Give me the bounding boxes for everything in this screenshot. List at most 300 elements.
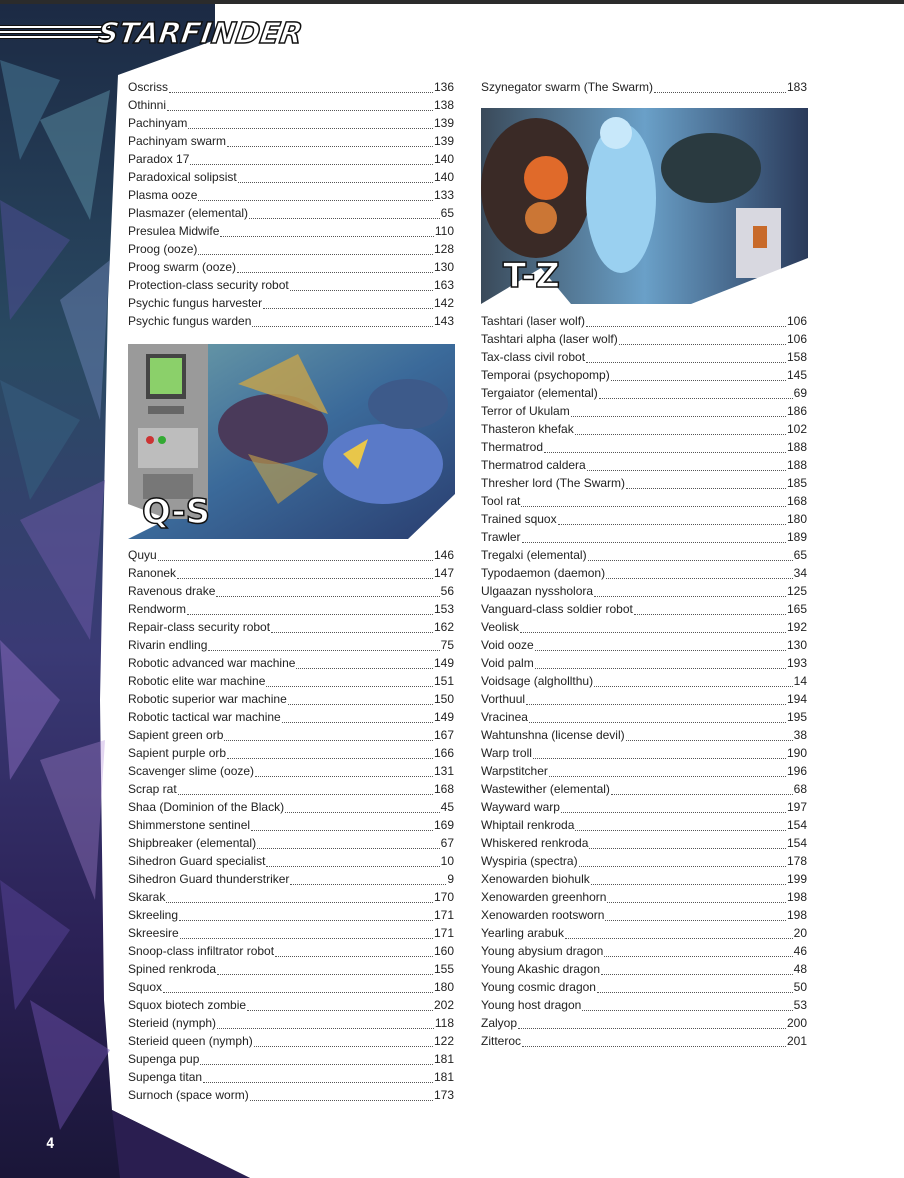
dot-leader xyxy=(238,182,433,183)
entry-name: Skreeling xyxy=(128,908,179,922)
dot-leader xyxy=(544,452,786,453)
entry-name: Skarak xyxy=(128,890,166,904)
dot-leader xyxy=(208,650,439,651)
entry-name: Wastewither (elemental) xyxy=(481,782,610,796)
index-entry xyxy=(128,1088,454,1106)
entry-page-number: 180 xyxy=(786,512,807,526)
entry-name: Young Akashic dragon xyxy=(481,962,600,976)
entry-name: Warpstitcher xyxy=(481,764,548,778)
entry-page-number: 142 xyxy=(433,296,454,310)
entry-page-number: 195 xyxy=(786,710,807,724)
index-entry xyxy=(128,278,454,296)
index-entry xyxy=(128,1070,454,1088)
entry-page-number: 106 xyxy=(786,332,807,346)
entry-name: Veolisk xyxy=(481,620,520,634)
index-column-1-bottom xyxy=(128,548,454,1106)
index-entry xyxy=(128,98,454,116)
entry-name: Scavenger slime (ooze) xyxy=(128,764,255,778)
entry-name: Plasmazer (elemental) xyxy=(128,206,249,220)
index-entry xyxy=(481,386,807,404)
entry-page-number: 192 xyxy=(786,620,807,634)
index-entry xyxy=(128,260,454,278)
entry-page-number: 181 xyxy=(433,1052,454,1066)
entry-page-number: 151 xyxy=(433,674,454,688)
entry-page-number: 67 xyxy=(440,836,454,850)
index-entry xyxy=(481,620,807,638)
entry-name: Xenowarden biohulk xyxy=(481,872,590,886)
entry-name: Rendworm xyxy=(128,602,187,616)
entry-page-number: 65 xyxy=(793,548,807,562)
section-art-q-s xyxy=(128,344,455,539)
index-entry xyxy=(481,890,807,908)
entry-page-number: 154 xyxy=(786,836,807,850)
index-entry xyxy=(481,350,807,368)
entry-name: Squox xyxy=(128,980,163,994)
entry-name: Sterieid queen (nymph) xyxy=(128,1034,253,1048)
entry-name: Skreesire xyxy=(128,926,179,940)
index-entry xyxy=(481,764,807,782)
dot-leader xyxy=(518,1028,786,1029)
dot-leader xyxy=(597,992,793,993)
index-entry xyxy=(128,710,454,728)
index-entry xyxy=(481,710,807,728)
entry-name: Wahtunshna (license devil) xyxy=(481,728,625,742)
index-column-2-top xyxy=(481,80,807,98)
index-entry xyxy=(128,80,454,98)
dot-leader xyxy=(285,812,440,813)
entry-page-number: 165 xyxy=(786,602,807,616)
entry-name: Sihedron Guard specialist xyxy=(128,854,266,868)
entry-page-number: 198 xyxy=(786,890,807,904)
index-entry xyxy=(481,1016,807,1034)
index-entry xyxy=(481,368,807,386)
dot-leader xyxy=(634,614,786,615)
dot-leader xyxy=(589,848,786,849)
index-column-2-bottom xyxy=(481,314,807,1052)
entry-page-number: 46 xyxy=(793,944,807,958)
entry-page-number: 139 xyxy=(433,116,454,130)
entry-page-number: 153 xyxy=(433,602,454,616)
dot-leader xyxy=(254,1046,433,1047)
entry-name: Young cosmic dragon xyxy=(481,980,596,994)
dot-leader xyxy=(188,128,433,129)
index-entry xyxy=(481,530,807,548)
dot-leader xyxy=(575,434,786,435)
entry-page-number: 198 xyxy=(786,908,807,922)
entry-page-number: 150 xyxy=(433,692,454,706)
dot-leader xyxy=(255,776,433,777)
entry-page-number: 201 xyxy=(786,1034,807,1048)
entry-name: Supenga titan xyxy=(128,1070,203,1084)
index-entry xyxy=(128,1016,454,1034)
index-entry xyxy=(128,782,454,800)
entry-name: Whiptail renkroda xyxy=(481,818,575,832)
entry-page-number: 188 xyxy=(786,458,807,472)
brand-wordmark: STARFINDER xyxy=(95,16,305,50)
page-number: 4 xyxy=(46,1136,55,1152)
entry-name: Xenowarden rootsworn xyxy=(481,908,605,922)
index-entry xyxy=(128,764,454,782)
entry-name: Tool rat xyxy=(481,494,521,508)
entry-page-number: 106 xyxy=(786,314,807,328)
dot-leader xyxy=(216,596,439,597)
dot-leader xyxy=(535,668,786,669)
entry-page-number: 20 xyxy=(793,926,807,940)
entry-name: Void palm xyxy=(481,656,534,670)
index-entry xyxy=(481,926,807,944)
entry-name: Vracinea xyxy=(481,710,528,724)
section-label-t-z: T-Z xyxy=(503,256,560,296)
starfinder-logo xyxy=(0,14,320,54)
index-entry xyxy=(481,422,807,440)
entry-page-number: 50 xyxy=(793,980,807,994)
entry-name: Zalyop xyxy=(481,1016,518,1030)
entry-name: Sterieid (nymph) xyxy=(128,1016,217,1030)
index-entry xyxy=(481,944,807,962)
index-entry xyxy=(481,548,807,566)
entry-page-number: 143 xyxy=(433,314,454,328)
index-entry xyxy=(128,566,454,584)
dot-leader xyxy=(586,362,786,363)
dot-leader xyxy=(166,902,433,903)
index-entry xyxy=(481,818,807,836)
entry-page-number: 145 xyxy=(786,368,807,382)
entry-name: Sapient green orb xyxy=(128,728,224,742)
dot-leader xyxy=(582,1010,792,1011)
dot-leader xyxy=(565,938,793,939)
entry-name: Othinni xyxy=(128,98,167,112)
entry-page-number: 9 xyxy=(447,872,454,886)
dot-leader xyxy=(626,488,786,489)
entry-page-number: 166 xyxy=(433,746,454,760)
dot-leader xyxy=(654,92,786,93)
dot-leader xyxy=(275,956,433,957)
dot-leader xyxy=(198,254,433,255)
entry-page-number: 154 xyxy=(786,818,807,832)
dot-leader xyxy=(296,668,433,669)
dot-leader xyxy=(575,830,786,831)
index-entry xyxy=(481,674,807,692)
index-entry xyxy=(128,134,454,152)
index-entry xyxy=(128,188,454,206)
dot-leader xyxy=(586,326,786,327)
dot-leader xyxy=(561,812,786,813)
dot-leader xyxy=(198,200,433,201)
entry-page-number: 130 xyxy=(786,638,807,652)
dot-leader xyxy=(290,884,446,885)
dot-leader xyxy=(599,398,793,399)
entry-page-number: 170 xyxy=(433,890,454,904)
dot-leader xyxy=(604,956,792,957)
entry-name: Paradox 17 xyxy=(128,152,190,166)
entry-page-number: 45 xyxy=(440,800,454,814)
index-entry xyxy=(481,458,807,476)
dot-leader xyxy=(594,686,793,687)
entry-name: Scrap rat xyxy=(128,782,177,796)
index-entry xyxy=(481,80,807,98)
entry-name: Temporai (psychopomp) xyxy=(481,368,610,382)
entry-page-number: 171 xyxy=(433,908,454,922)
index-entry xyxy=(481,800,807,818)
entry-name: Psychic fungus harvester xyxy=(128,296,263,310)
entry-page-number: 139 xyxy=(433,134,454,148)
dot-leader xyxy=(250,1100,433,1101)
dot-leader xyxy=(626,740,793,741)
index-entry xyxy=(481,656,807,674)
index-entry xyxy=(128,638,454,656)
index-entry xyxy=(128,746,454,764)
index-entry xyxy=(481,476,807,494)
dot-leader xyxy=(601,974,793,975)
index-entry xyxy=(128,872,454,890)
entry-name: Squox biotech zombie xyxy=(128,998,247,1012)
entry-page-number: 125 xyxy=(786,584,807,598)
entry-name: Wyspiria (spectra) xyxy=(481,854,578,868)
index-entry xyxy=(481,854,807,872)
index-entry xyxy=(128,926,454,944)
entry-page-number: 38 xyxy=(793,728,807,742)
entry-page-number: 68 xyxy=(793,782,807,796)
entry-name: Robotic tactical war machine xyxy=(128,710,281,724)
dot-leader xyxy=(619,344,786,345)
entry-page-number: 69 xyxy=(793,386,807,400)
entry-name: Sapient purple orb xyxy=(128,746,227,760)
entry-name: Warp troll xyxy=(481,746,532,760)
dot-leader xyxy=(290,290,433,291)
index-entry xyxy=(128,206,454,224)
dot-leader xyxy=(521,506,786,507)
entry-page-number: 10 xyxy=(440,854,454,868)
dot-leader xyxy=(611,794,793,795)
dot-leader xyxy=(579,866,786,867)
entry-page-number: 183 xyxy=(786,80,807,94)
dot-leader xyxy=(588,560,793,561)
entry-name: Trained squox xyxy=(481,512,557,526)
index-column-1-top xyxy=(128,80,454,332)
entry-name: Pachinyam xyxy=(128,116,188,130)
entry-page-number: 53 xyxy=(793,998,807,1012)
entry-name: Shaa (Dominion of the Black) xyxy=(128,800,285,814)
entry-page-number: 155 xyxy=(433,962,454,976)
dot-leader xyxy=(252,326,433,327)
entry-name: Tergaiator (elemental) xyxy=(481,386,598,400)
index-entry xyxy=(481,332,807,350)
entry-page-number: 34 xyxy=(793,566,807,580)
index-entry xyxy=(128,854,454,872)
entry-name: Ranonek xyxy=(128,566,177,580)
index-entry xyxy=(128,584,454,602)
index-entry xyxy=(481,962,807,980)
dot-leader xyxy=(535,650,786,651)
entry-name: Szynegator swarm (The Swarm) xyxy=(481,80,654,94)
dot-leader xyxy=(571,416,786,417)
dot-leader xyxy=(288,704,433,705)
dot-leader xyxy=(178,794,433,795)
index-entry xyxy=(128,908,454,926)
entry-page-number: 102 xyxy=(786,422,807,436)
dot-leader xyxy=(227,146,433,147)
dot-leader xyxy=(263,308,433,309)
entry-name: Spined renkroda xyxy=(128,962,217,976)
entry-name: Oscriss xyxy=(128,80,168,94)
index-entry xyxy=(128,242,454,260)
entry-page-number: 149 xyxy=(433,710,454,724)
index-entry xyxy=(128,836,454,854)
entry-page-number: 140 xyxy=(433,170,454,184)
index-entry xyxy=(481,1034,807,1052)
index-entry xyxy=(128,296,454,314)
entry-page-number: 189 xyxy=(786,530,807,544)
dot-leader xyxy=(217,974,433,975)
entry-name: Thresher lord (The Swarm) xyxy=(481,476,626,490)
entry-page-number: 173 xyxy=(433,1088,454,1102)
entry-page-number: 140 xyxy=(433,152,454,166)
entry-name: Tashtari alpha (laser wolf) xyxy=(481,332,618,346)
entry-page-number: 181 xyxy=(433,1070,454,1084)
dot-leader xyxy=(591,884,786,885)
entry-page-number: 138 xyxy=(433,98,454,112)
entry-page-number: 202 xyxy=(433,998,454,1012)
entry-name: Robotic advanced war machine xyxy=(128,656,296,670)
index-entry xyxy=(128,224,454,242)
index-entry xyxy=(128,674,454,692)
section-label-q-s: Q-S xyxy=(142,492,211,532)
index-entry xyxy=(128,728,454,746)
dot-leader xyxy=(180,938,433,939)
entry-page-number: 167 xyxy=(433,728,454,742)
dot-leader xyxy=(605,920,786,921)
entry-name: Shipbreaker (elemental) xyxy=(128,836,257,850)
entry-name: Thasteron khefak xyxy=(481,422,574,436)
entry-name: Quyu xyxy=(128,548,157,562)
dot-leader xyxy=(224,740,433,741)
entry-page-number: 128 xyxy=(433,242,454,256)
entry-name: Trawler xyxy=(481,530,521,544)
index-entry xyxy=(128,116,454,134)
dot-leader xyxy=(167,110,433,111)
index-entry xyxy=(481,494,807,512)
entry-page-number: 56 xyxy=(440,584,454,598)
index-entry xyxy=(481,980,807,998)
entry-page-number: 110 xyxy=(434,224,454,238)
entry-page-number: 190 xyxy=(786,746,807,760)
entry-page-number: 162 xyxy=(433,620,454,634)
entry-name: Xenowarden greenhorn xyxy=(481,890,607,904)
dot-leader xyxy=(251,830,433,831)
entry-name: Supenga pup xyxy=(128,1052,200,1066)
dot-leader xyxy=(163,992,433,993)
index-entry xyxy=(128,548,454,566)
entry-page-number: 131 xyxy=(433,764,454,778)
index-entry xyxy=(128,602,454,620)
index-entry xyxy=(481,566,807,584)
entry-page-number: 65 xyxy=(440,206,454,220)
entry-name: Tashtari (laser wolf) xyxy=(481,314,586,328)
index-entry xyxy=(481,728,807,746)
dot-leader xyxy=(522,542,786,543)
entry-page-number: 188 xyxy=(786,440,807,454)
index-entry xyxy=(481,512,807,530)
entry-name: Young host dragon xyxy=(481,998,582,1012)
dot-leader xyxy=(606,578,793,579)
entry-page-number: 118 xyxy=(434,1016,454,1030)
entry-page-number: 158 xyxy=(786,350,807,364)
dot-leader xyxy=(179,920,433,921)
dot-leader xyxy=(271,632,433,633)
index-entry xyxy=(128,818,454,836)
dot-leader xyxy=(533,758,786,759)
entry-name: Proog swarm (ooze) xyxy=(128,260,237,274)
section-art-t-z xyxy=(481,108,808,304)
dot-leader xyxy=(249,218,440,219)
index-entry xyxy=(128,890,454,908)
entry-page-number: 14 xyxy=(793,674,807,688)
logo-speed-lines xyxy=(0,26,110,46)
index-entry xyxy=(481,746,807,764)
dot-leader xyxy=(266,866,439,867)
dot-leader xyxy=(203,1082,433,1083)
entry-name: Rivarin endling xyxy=(128,638,208,652)
entry-name: Surnoch (space worm) xyxy=(128,1088,249,1102)
index-entry xyxy=(128,620,454,638)
entry-page-number: 147 xyxy=(433,566,454,580)
dot-leader xyxy=(227,758,433,759)
entry-page-number: 199 xyxy=(786,872,807,886)
entry-name: Plasma ooze xyxy=(128,188,198,202)
entry-page-number: 122 xyxy=(433,1034,454,1048)
dot-leader xyxy=(237,272,433,273)
index-entry xyxy=(128,800,454,818)
dot-leader xyxy=(158,560,433,561)
entry-page-number: 200 xyxy=(786,1016,807,1030)
entry-name: Presulea Midwife xyxy=(128,224,220,238)
entry-name: Ravenous drake xyxy=(128,584,216,598)
dot-leader xyxy=(558,524,786,525)
entry-page-number: 186 xyxy=(786,404,807,418)
dot-leader xyxy=(594,596,786,597)
entry-page-number: 169 xyxy=(433,818,454,832)
index-entry xyxy=(128,314,454,332)
index-entry xyxy=(481,908,807,926)
entry-name: Shimmerstone sentinel xyxy=(128,818,251,832)
entry-page-number: 178 xyxy=(786,854,807,868)
entry-page-number: 163 xyxy=(433,278,454,292)
entry-name: Thermatrod xyxy=(481,440,544,454)
dot-leader xyxy=(169,92,433,93)
dot-leader xyxy=(220,236,433,237)
dot-leader xyxy=(611,380,786,381)
index-entry xyxy=(481,314,807,332)
entry-name: Voidsage (alghollthu) xyxy=(481,674,594,688)
dot-leader xyxy=(587,470,786,471)
entry-name: Zitteroc xyxy=(481,1034,522,1048)
index-entry xyxy=(128,998,454,1016)
entry-name: Void ooze xyxy=(481,638,534,652)
dot-leader xyxy=(217,1028,434,1029)
index-entry xyxy=(128,152,454,170)
dot-leader xyxy=(526,704,786,705)
entry-name: Robotic elite war machine xyxy=(128,674,266,688)
entry-page-number: 185 xyxy=(786,476,807,490)
entry-page-number: 193 xyxy=(786,656,807,670)
entry-page-number: 168 xyxy=(786,494,807,508)
entry-page-number: 75 xyxy=(440,638,454,652)
entry-page-number: 197 xyxy=(786,800,807,814)
entry-name: Robotic superior war machine xyxy=(128,692,287,706)
dot-leader xyxy=(520,632,786,633)
index-entry xyxy=(481,602,807,620)
entry-name: Tax-class civil robot xyxy=(481,350,586,364)
